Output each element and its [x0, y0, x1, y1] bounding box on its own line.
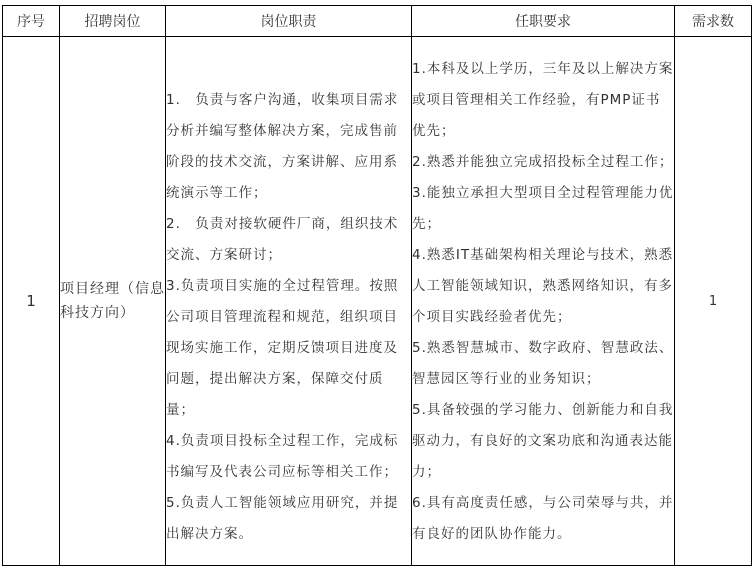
cell-duties [166, 37, 412, 566]
recruitment-table [2, 5, 752, 566]
header-duties: 岗位职责 [166, 6, 412, 37]
duty-item: 3.负责项目实施的全过程管理。按照公司项目管理流程和规范，组织项目现场实施工作，定期反馈项目进度及问题，提出解决方案，保障交付质量； [166, 277, 399, 418]
duty-item: 5.负责人工智能领域应用研究，并提出解决方案。 [166, 494, 399, 542]
requirement-item: 3.能独立承担大型项目全过程管理能力优先； [412, 185, 674, 232]
header-position: 招聘岗位 [60, 6, 166, 37]
requirement-item: 5.具备较强的学习能力、创新能力和自我驱动力，有良好的文案功底和沟通表达能力； [412, 402, 674, 480]
table-header-row [3, 6, 752, 37]
duty-item: 2. 负责对接软硬件厂商，组织技术交流、方案研讨； [166, 215, 399, 263]
requirement-item: 4.熟悉IT基础架构相关理论与技术，熟悉人工智能领域知识，熟悉网络知识，有多个项目实践经验者优先； [412, 247, 674, 325]
cell-seq: 1 [3, 37, 60, 566]
table-row [3, 37, 752, 566]
cell-position [60, 37, 166, 566]
header-seq: 序号 [3, 6, 60, 37]
requirement-item: 6.具有高度责任感，与公司荣辱与共，并有良好的团队协作能力。 [412, 495, 674, 542]
header-requirements: 任职要求 [412, 6, 675, 37]
position-title: 项目经理（信息科技方向） [60, 281, 165, 321]
requirement-item: 5.熟悉智慧城市、数字政府、智慧政法、智慧园区等行业的业务知识； [412, 340, 674, 387]
header-count: 需求数 [675, 6, 752, 37]
duty-item: 4.负责项目投标全过程工作，完成标书编写及代表公司应标等相关工作； [166, 432, 399, 480]
cell-count: 1 [675, 37, 752, 566]
requirement-item: 2.熟悉并能独立完成招投标全过程工作； [412, 154, 674, 170]
requirement-item: 1.本科及以上学历，三年及以上解决方案或项目管理相关工作经验，有PMP证书优先； [412, 61, 674, 139]
cell-requirements [412, 37, 675, 566]
duty-item: 1. 负责与客户沟通，收集项目需求分析并编写整体解决方案，完成售前阶段的技术交流，方案讲解、应用系统演示等工作； [166, 91, 399, 201]
